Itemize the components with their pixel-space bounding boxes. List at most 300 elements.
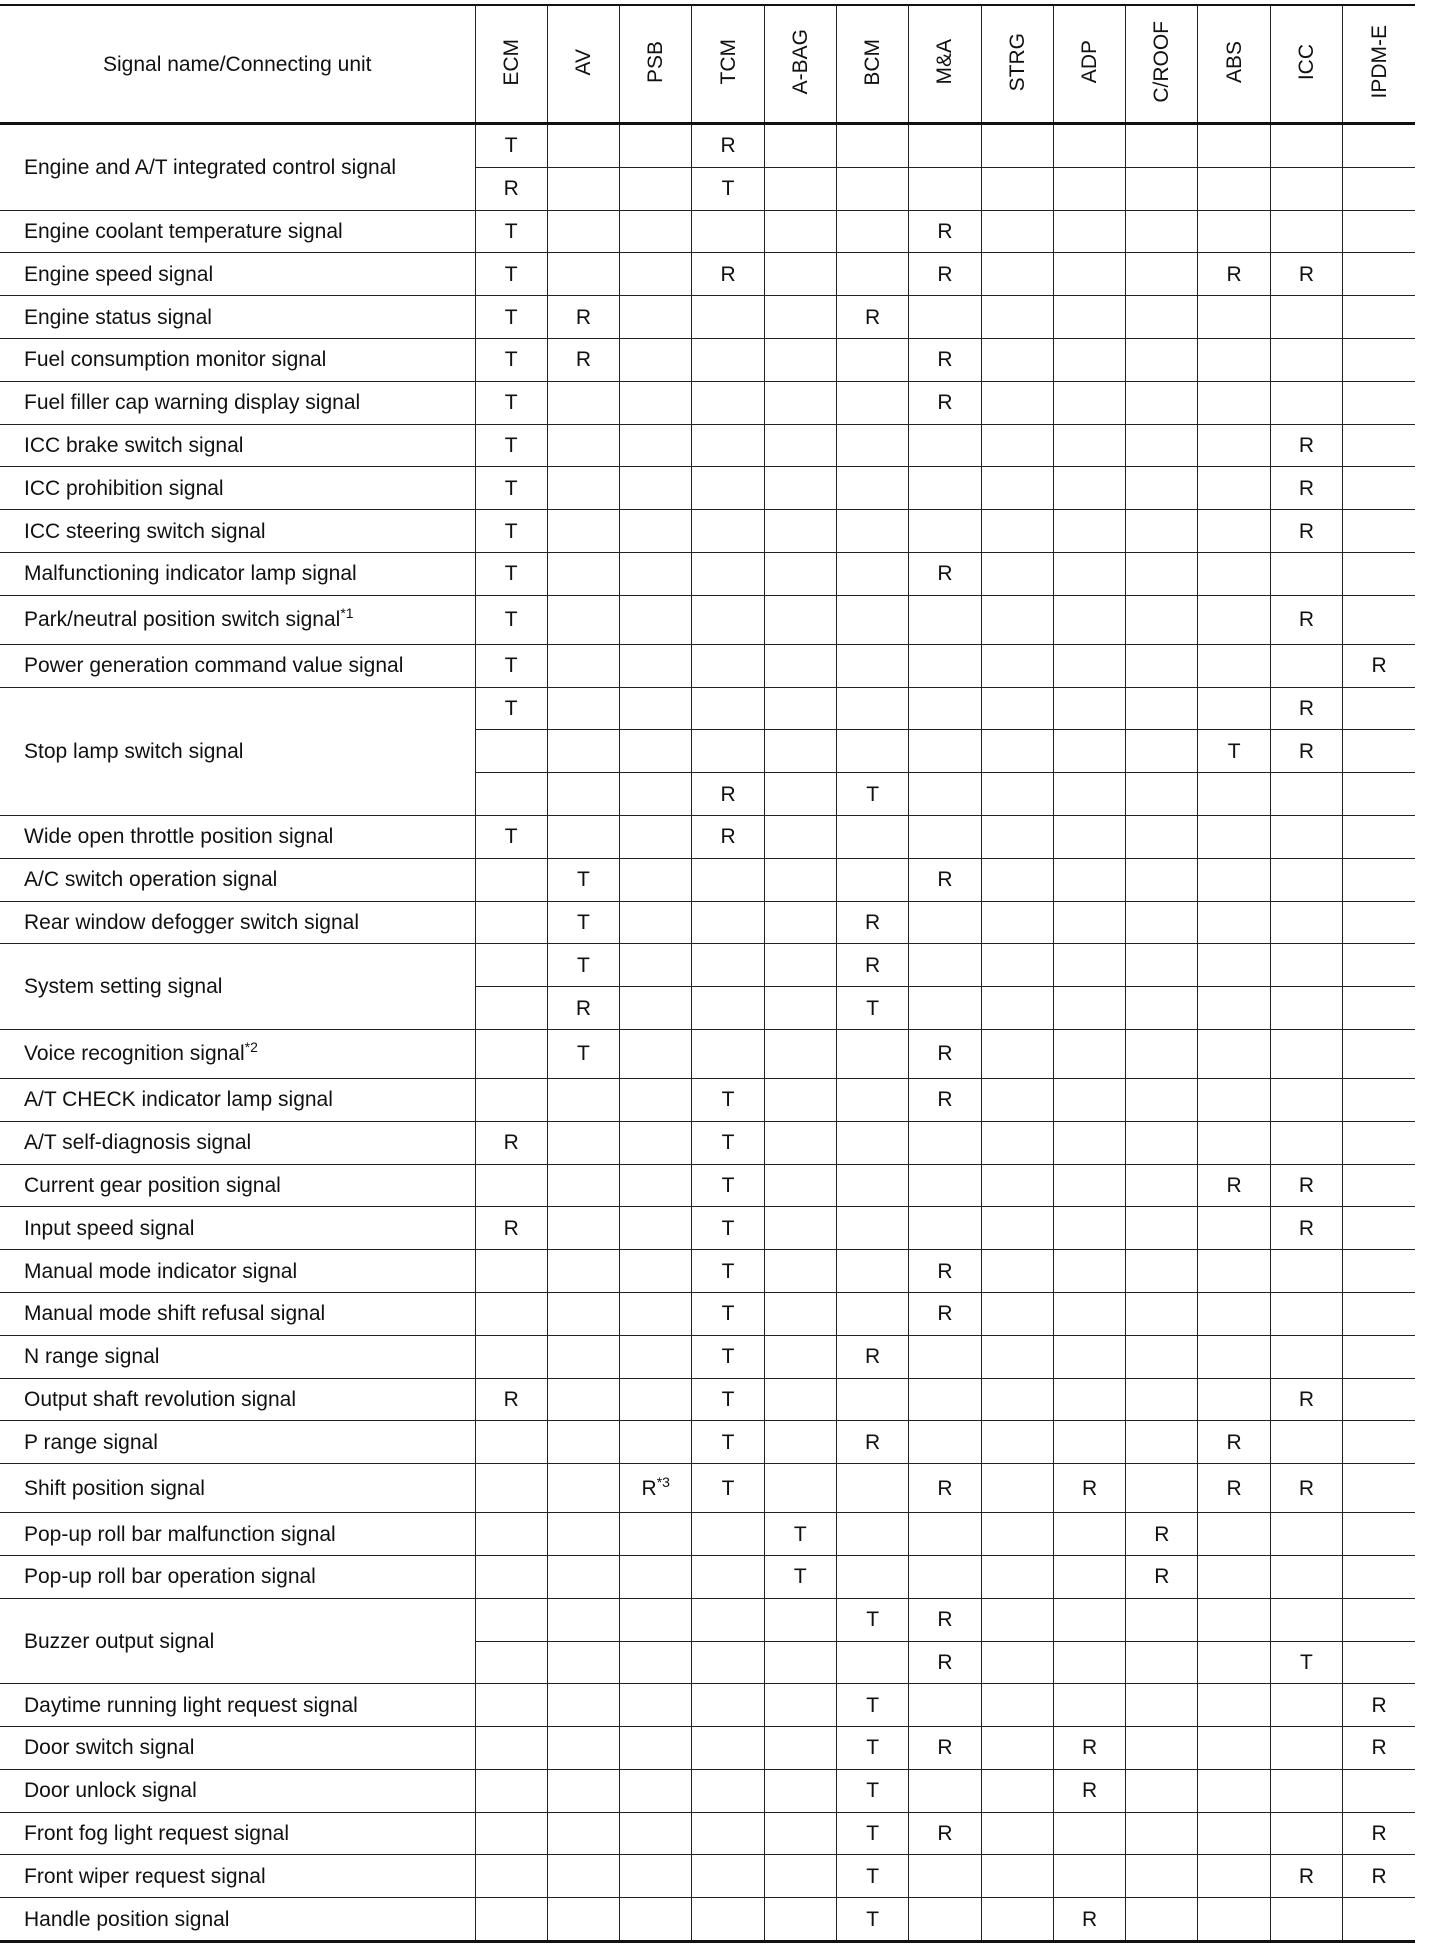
- cell-bcm: [836, 1421, 908, 1464]
- table-row: [0, 1421, 1415, 1464]
- cell-tcm: [692, 124, 764, 168]
- cell-adp: [1053, 987, 1125, 1030]
- cell-tcm: [692, 210, 764, 253]
- cell-av: [547, 424, 619, 467]
- cell-a-bag: [764, 338, 836, 381]
- cell-tcm: [692, 944, 764, 987]
- cell-tcm: [692, 1078, 764, 1121]
- cell-strg: [981, 424, 1053, 467]
- cell-icc: [1270, 1898, 1342, 1942]
- cell-strg: [981, 1769, 1053, 1812]
- signal-name: Pop-up roll bar operation signal: [24, 1565, 316, 1589]
- cell-abs: [1198, 944, 1270, 987]
- cell-ipdm-e: [1343, 1207, 1415, 1250]
- cell-icc: [1270, 1164, 1342, 1207]
- signal-direction: T: [866, 1736, 880, 1760]
- cell-c-roof: [1126, 1121, 1198, 1164]
- cell-a-bag: [764, 773, 836, 816]
- table-row: [0, 1029, 1415, 1078]
- cell-av: [547, 1598, 619, 1641]
- cell-ecm: [475, 1164, 547, 1207]
- cell-ecm: [475, 510, 547, 553]
- signal-direction: R: [1371, 1822, 1387, 1846]
- cell-a-bag: [764, 1164, 836, 1207]
- cell-a-bag: [764, 1641, 836, 1684]
- cell-ipdm-e: [1343, 1555, 1415, 1598]
- cell-adp: [1053, 901, 1125, 944]
- cell-psb: [620, 296, 692, 339]
- cell-ecm: [475, 1029, 547, 1078]
- cell-icc: [1270, 1464, 1342, 1513]
- signal-name: Daytime running light request signal: [24, 1693, 358, 1717]
- cell-a-bag: [764, 1727, 836, 1770]
- cell-a-bag: [764, 815, 836, 858]
- signal-direction: T: [721, 1088, 735, 1112]
- signal-name: Current gear position signal: [24, 1173, 281, 1197]
- signal-name: Rear window defogger switch signal: [24, 910, 360, 934]
- cell-strg: [981, 901, 1053, 944]
- signal-direction: T: [504, 608, 518, 632]
- cell-c-roof: [1126, 773, 1198, 816]
- cell-c-roof: [1126, 1029, 1198, 1078]
- cell-strg: [981, 1555, 1053, 1598]
- signal-direction: R: [720, 262, 736, 286]
- cell-adp: [1053, 1378, 1125, 1421]
- cell-bcm: [836, 1555, 908, 1598]
- cell-abs: [1198, 1598, 1270, 1641]
- cell-a-bag: [764, 595, 836, 644]
- cell-bcm: [836, 1855, 908, 1898]
- cell-ecm: [475, 773, 547, 816]
- cell-abs: [1198, 1727, 1270, 1770]
- cell-ipdm-e: [1343, 815, 1415, 858]
- cell-abs: [1198, 381, 1270, 424]
- header-unit-adp: [1053, 5, 1125, 124]
- cell-c-roof: [1126, 1684, 1198, 1727]
- cell-adp: [1053, 338, 1125, 381]
- cell-c-roof: [1126, 1641, 1198, 1684]
- cell-a-bag: [764, 1555, 836, 1598]
- signal-direction: R: [1298, 696, 1314, 720]
- cell-av: [547, 1335, 619, 1378]
- cell-ipdm-e: [1343, 1898, 1415, 1942]
- cell-ecm: [475, 210, 547, 253]
- signal-direction: R: [575, 996, 592, 1020]
- cell-psb: [620, 1555, 692, 1598]
- cell-a-bag: [764, 167, 836, 210]
- cell-m-a: [909, 1421, 981, 1464]
- cell-bcm: [836, 338, 908, 381]
- cell-av: [547, 253, 619, 296]
- cell-ecm: [475, 1812, 547, 1855]
- cell-tcm: [692, 424, 764, 467]
- header-unit-label: BCM: [861, 38, 885, 86]
- cell-ipdm-e: [1343, 1684, 1415, 1727]
- header-unit-icc: [1270, 5, 1342, 124]
- cell-icc: [1270, 1250, 1342, 1293]
- cell-psb: [620, 644, 692, 687]
- cell-strg: [981, 467, 1053, 510]
- cell-a-bag: [764, 687, 836, 730]
- signal-direction: R: [1081, 1736, 1098, 1760]
- cell-psb: [620, 595, 692, 644]
- cell-m-a: [909, 1029, 981, 1078]
- signal-name: P range signal: [24, 1430, 158, 1454]
- cell-ipdm-e: [1343, 467, 1415, 510]
- cell-a-bag: [764, 1335, 836, 1378]
- signal-direction: R: [865, 1345, 881, 1369]
- cell-adp: [1053, 1513, 1125, 1556]
- cell-ipdm-e: [1343, 1164, 1415, 1207]
- cell-m-a: [909, 730, 981, 773]
- cell-adp: [1053, 1078, 1125, 1121]
- header-unit-tcm: [692, 5, 764, 124]
- signal-direction: T: [721, 1345, 735, 1369]
- cell-av: [547, 1769, 619, 1812]
- cell-ipdm-e: [1343, 1812, 1415, 1855]
- cell-ecm: [475, 424, 547, 467]
- table-row: [0, 1164, 1415, 1207]
- cell-psb: [620, 687, 692, 730]
- cell-tcm: [692, 1421, 764, 1464]
- header-unit-label: TCM: [716, 39, 740, 85]
- cell-strg: [981, 338, 1053, 381]
- signal-direction: R: [1154, 1565, 1170, 1589]
- cell-ipdm-e: [1343, 210, 1415, 253]
- cell-ecm: [475, 467, 547, 510]
- cell-bcm: [836, 1464, 908, 1513]
- signal-direction: T: [721, 1430, 735, 1454]
- cell-adp: [1053, 1898, 1125, 1942]
- cell-abs: [1198, 1250, 1270, 1293]
- cell-m-a: [909, 987, 981, 1030]
- cell-a-bag: [764, 730, 836, 773]
- cell-av: [547, 1378, 619, 1421]
- signal-direction: R: [1371, 1736, 1387, 1760]
- signal-direction: T: [577, 953, 590, 977]
- cell-m-a: [909, 296, 981, 339]
- cell-bcm: [836, 1292, 908, 1335]
- header-unit-abs: [1198, 5, 1270, 124]
- signal-name: Manual mode indicator signal: [24, 1259, 298, 1283]
- cell-av: [547, 1078, 619, 1121]
- cell-adp: [1053, 595, 1125, 644]
- cell-m-a: [909, 1727, 981, 1770]
- cell-ecm: [475, 1769, 547, 1812]
- cell-psb: [620, 167, 692, 210]
- table-row: [0, 424, 1415, 467]
- cell-ecm: [475, 595, 547, 644]
- cell-icc: [1270, 1029, 1342, 1078]
- cell-abs: [1198, 1555, 1270, 1598]
- cell-av: [547, 1164, 619, 1207]
- cell-icc: [1270, 510, 1342, 553]
- cell-ecm: [475, 296, 547, 339]
- header-unit-c-roof: [1126, 5, 1198, 124]
- cell-icc: [1270, 1684, 1342, 1727]
- cell-m-a: [909, 424, 981, 467]
- cell-abs: [1198, 730, 1270, 773]
- cell-tcm: [692, 1684, 764, 1727]
- cell-m-a: [909, 552, 981, 595]
- cell-ecm: [475, 1292, 547, 1335]
- cell-tcm: [692, 253, 764, 296]
- cell-c-roof: [1126, 987, 1198, 1030]
- cell-a-bag: [764, 1855, 836, 1898]
- signal-name-cell: [0, 1164, 475, 1207]
- table-row: [0, 1898, 1415, 1942]
- cell-tcm: [692, 815, 764, 858]
- cell-ipdm-e: [1343, 1121, 1415, 1164]
- cell-av: [547, 944, 619, 987]
- cell-tcm: [692, 1250, 764, 1293]
- cell-ecm: [475, 552, 547, 595]
- signal-direction: T: [504, 654, 518, 678]
- cell-m-a: [909, 1121, 981, 1164]
- cell-adp: [1053, 1555, 1125, 1598]
- cell-abs: [1198, 1898, 1270, 1942]
- cell-abs: [1198, 552, 1270, 595]
- cell-bcm: [836, 1121, 908, 1164]
- signal-direction: R: [575, 348, 592, 372]
- cell-av: [547, 1684, 619, 1727]
- signal-name-cell: [0, 1898, 475, 1942]
- cell-abs: [1198, 1335, 1270, 1378]
- table-row: [0, 1292, 1415, 1335]
- signal-direction: R: [1226, 262, 1242, 286]
- cell-c-roof: [1126, 1727, 1198, 1770]
- signal-direction: T: [866, 1779, 880, 1803]
- cell-strg: [981, 1812, 1053, 1855]
- header-unit-bcm: [836, 5, 908, 124]
- cell-m-a: [909, 815, 981, 858]
- cell-psb: [620, 1078, 692, 1121]
- header-row: [0, 5, 1415, 124]
- cell-ipdm-e: [1343, 1464, 1415, 1513]
- cell-a-bag: [764, 1464, 836, 1513]
- signal-direction: R: [937, 1042, 953, 1066]
- cell-icc: [1270, 1292, 1342, 1335]
- signal-direction: T: [866, 1864, 880, 1888]
- signal-direction: R: [1298, 519, 1314, 543]
- signal-direction: R: [1298, 1173, 1314, 1197]
- cell-c-roof: [1126, 1555, 1198, 1598]
- signal-name-cell: [0, 1855, 475, 1898]
- cell-m-a: [909, 338, 981, 381]
- cell-strg: [981, 167, 1053, 210]
- signal-name: Wide open throttle position signal: [24, 825, 334, 849]
- signal-direction: R: [865, 1430, 881, 1454]
- cell-c-roof: [1126, 644, 1198, 687]
- cell-psb: [620, 1898, 692, 1942]
- cell-ipdm-e: [1343, 644, 1415, 687]
- cell-adp: [1053, 1769, 1125, 1812]
- cell-strg: [981, 1164, 1053, 1207]
- cell-c-roof: [1126, 1207, 1198, 1250]
- cell-ecm: [475, 1513, 547, 1556]
- cell-tcm: [692, 510, 764, 553]
- cell-psb: [620, 1335, 692, 1378]
- cell-icc: [1270, 1855, 1342, 1898]
- table-row: [0, 687, 1415, 730]
- cell-icc: [1270, 858, 1342, 901]
- cell-av: [547, 510, 619, 553]
- signal-direction: R: [937, 1822, 953, 1846]
- cell-bcm: [836, 1898, 908, 1942]
- cell-abs: [1198, 901, 1270, 944]
- cell-ipdm-e: [1343, 552, 1415, 595]
- cell-strg: [981, 858, 1053, 901]
- signal-direction: R: [937, 391, 953, 415]
- cell-ipdm-e: [1343, 381, 1415, 424]
- cell-ipdm-e: [1343, 510, 1415, 553]
- signal-name: ICC steering switch signal: [24, 519, 266, 543]
- cell-abs: [1198, 815, 1270, 858]
- cell-ecm: [475, 1598, 547, 1641]
- signal-name-cell: [0, 552, 475, 595]
- signal-direction: R: [1298, 608, 1314, 632]
- signal-direction: T: [504, 391, 518, 415]
- cell-a-bag: [764, 1029, 836, 1078]
- cell-strg: [981, 595, 1053, 644]
- cell-a-bag: [764, 1207, 836, 1250]
- signal-name-cell: [0, 815, 475, 858]
- cell-psb: [620, 1727, 692, 1770]
- signal-direction: T: [866, 1608, 880, 1632]
- cell-tcm: [692, 644, 764, 687]
- cell-c-roof: [1126, 338, 1198, 381]
- signal-direction: T: [866, 1822, 880, 1846]
- signal-name: ICC prohibition signal: [24, 476, 224, 500]
- cell-strg: [981, 1464, 1053, 1513]
- signal-name-cell: [0, 338, 475, 381]
- cell-psb: [620, 1378, 692, 1421]
- signal-direction: R: [1081, 1907, 1098, 1931]
- cell-bcm: [836, 1029, 908, 1078]
- signal-name-cell: [0, 1513, 475, 1556]
- cell-tcm: [692, 987, 764, 1030]
- signal-name: Stop lamp switch signal: [24, 739, 244, 763]
- signal-name: Engine status signal: [24, 305, 212, 329]
- cell-ipdm-e: [1343, 730, 1415, 773]
- cell-ipdm-e: [1343, 1727, 1415, 1770]
- signal-name: Malfunctioning indicator lamp signal: [24, 562, 357, 586]
- cell-c-roof: [1126, 167, 1198, 210]
- signal-name: Engine speed signal: [24, 262, 214, 286]
- table-body: [0, 124, 1415, 1942]
- header-unit-label: A-BAG: [788, 29, 812, 95]
- cell-c-roof: [1126, 1812, 1198, 1855]
- signal-direction: R: [937, 262, 953, 286]
- cell-icc: [1270, 1641, 1342, 1684]
- table-row: [0, 1121, 1415, 1164]
- cell-psb: [620, 1598, 692, 1641]
- cell-c-roof: [1126, 253, 1198, 296]
- cell-adp: [1053, 1855, 1125, 1898]
- signal-direction: R: [1081, 1476, 1098, 1500]
- signal-name-cell: [0, 1078, 475, 1121]
- table-row: [0, 858, 1415, 901]
- cell-abs: [1198, 644, 1270, 687]
- cell-tcm: [692, 552, 764, 595]
- signal-direction: T: [577, 1042, 590, 1066]
- cell-abs: [1198, 1164, 1270, 1207]
- cell-ipdm-e: [1343, 1250, 1415, 1293]
- cell-m-a: [909, 1078, 981, 1121]
- cell-adp: [1053, 730, 1125, 773]
- cell-psb: [620, 424, 692, 467]
- signal-name-cell: [0, 1292, 475, 1335]
- cell-m-a: [909, 1812, 981, 1855]
- cell-tcm: [692, 1121, 764, 1164]
- cell-psb: [620, 1029, 692, 1078]
- table-row: [0, 1078, 1415, 1121]
- cell-a-bag: [764, 944, 836, 987]
- cell-adp: [1053, 1421, 1125, 1464]
- cell-adp: [1053, 124, 1125, 168]
- cell-m-a: [909, 644, 981, 687]
- cell-strg: [981, 510, 1053, 553]
- cell-a-bag: [764, 1812, 836, 1855]
- table-row: [0, 595, 1415, 644]
- table-row: [0, 1207, 1415, 1250]
- cell-abs: [1198, 1769, 1270, 1812]
- table-row: [0, 1555, 1415, 1598]
- cell-tcm: [692, 338, 764, 381]
- cell-av: [547, 644, 619, 687]
- cell-m-a: [909, 1513, 981, 1556]
- cell-bcm: [836, 510, 908, 553]
- signal-direction: T: [504, 696, 518, 720]
- signal-direction: R: [937, 562, 953, 586]
- cell-bcm: [836, 467, 908, 510]
- table-row: [0, 1855, 1415, 1898]
- cell-tcm: [692, 1641, 764, 1684]
- cell-icc: [1270, 210, 1342, 253]
- cell-strg: [981, 944, 1053, 987]
- signal-name-cell: [0, 296, 475, 339]
- cell-abs: [1198, 1029, 1270, 1078]
- signal-name-cell: [0, 901, 475, 944]
- signal-direction: R: [1298, 262, 1314, 286]
- cell-ipdm-e: [1343, 1292, 1415, 1335]
- signal-direction: R: [503, 1216, 519, 1240]
- cell-ecm: [475, 253, 547, 296]
- cell-abs: [1198, 987, 1270, 1030]
- signal-direction: R: [1298, 1864, 1314, 1888]
- cell-adp: [1053, 1029, 1125, 1078]
- cell-a-bag: [764, 253, 836, 296]
- cell-strg: [981, 773, 1053, 816]
- cell-tcm: [692, 595, 764, 644]
- cell-strg: [981, 644, 1053, 687]
- signal-direction: R: [865, 910, 881, 934]
- signal-direction: T: [504, 519, 518, 543]
- cell-c-roof: [1126, 595, 1198, 644]
- cell-m-a: [909, 858, 981, 901]
- cell-ipdm-e: [1343, 773, 1415, 816]
- table-row: [0, 1335, 1415, 1378]
- cell-tcm: [692, 1812, 764, 1855]
- cell-ecm: [475, 1641, 547, 1684]
- cell-psb: [620, 1121, 692, 1164]
- cell-adp: [1053, 1684, 1125, 1727]
- signal-direction: R: [720, 782, 736, 806]
- signal-direction: R: [937, 1736, 953, 1760]
- cell-adp: [1053, 296, 1125, 339]
- cell-icc: [1270, 467, 1342, 510]
- signal-direction: R: [1226, 1430, 1242, 1454]
